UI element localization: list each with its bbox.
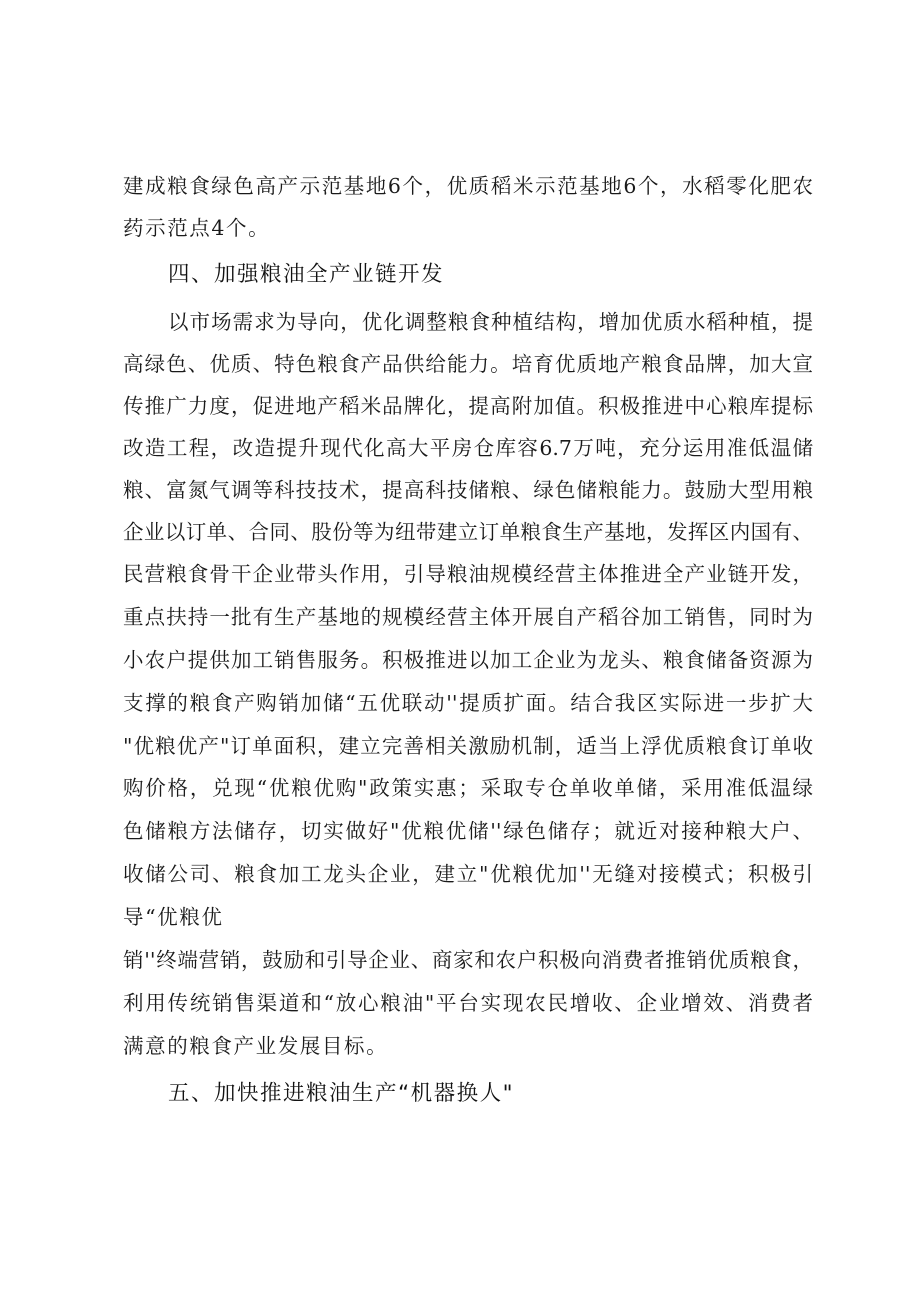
paragraph-line: 满意的粮食产业发展目标。	[123, 1034, 389, 1058]
section-heading-5: 五、加快推进粮油生产“机器换人"	[168, 1081, 515, 1106]
paragraph-line: 药示范点4个。	[123, 216, 271, 240]
paragraph-line: 高绿色、优质、特色粮食产品供给能力。培育优质地产粮食品牌，加大宣	[123, 352, 813, 376]
paragraph-line: 利用传统销售渠道和“放心粮油"平台实现农民增收、企业增效、消费者	[123, 991, 813, 1015]
paragraph-line: 以市场需求为导向，优化调整粮食种植结构，增加优质水稻种植，提	[168, 310, 813, 334]
paragraph-line: 粮、富氮气调等科技技术，提高科技储粮、绿色储粮能力。鼓励大型用粮	[123, 478, 813, 502]
paragraph-line: 传推广力度，促进地产稻米品牌化，提高附加值。积极推进中心粮库提标	[123, 394, 813, 418]
paragraph-line: 支撑的粮食产购销加储“五优联动''提质扩面。结合我区实际进一步扩大	[123, 691, 813, 715]
section-heading-4: 四、加强粮油全产业链开发	[168, 262, 445, 287]
paragraph-line: 企业以订单、合同、股份等为纽带建立订单粮食生产基地，发挥区内国有、	[123, 520, 813, 544]
paragraph-line: 销''终端营销，鼓励和引导企业、商家和农户积极向消费者推销优质粮食，	[123, 948, 813, 972]
paragraph-line: 改造工程，改造提升现代化高大平房仓库容6.7万吨，充分运用准低温储	[123, 436, 813, 460]
paragraph-line: 小农户提供加工销售服务。积极推进以加工企业为龙头、粮食储备资源为	[123, 648, 813, 672]
paragraph-line: 购价格，兑现“优粮优购"政策实惠；采取专仓单收单储，采用准低温绿	[123, 776, 813, 800]
paragraph-line: 重点扶持一批有生产基地的规模经营主体开展自产稻谷加工销售，同时为	[123, 605, 813, 629]
paragraph-line: 色储粮方法储存，切实做好"优粮优储''绿色储存；就近对接种粮大户、	[123, 819, 813, 843]
paragraph-line: 建成粮食绿色高产示范基地6个，优质稻米示范基地6个，水稻零化肥农	[123, 174, 813, 198]
paragraph-line: 收储公司、粮食加工龙头企业，建立"优粮优加''无缝对接模式；积极引	[123, 862, 813, 886]
paragraph-line: 民营粮食骨干企业带头作用，引导粮油规模经营主体推进全产业链开发，	[123, 562, 813, 586]
paragraph-line: "优粮优产"订单面积，建立完善相关激励机制，适当上浮优质粮食订单收	[123, 734, 813, 758]
paragraph-line: 导“优粮优	[123, 905, 224, 929]
